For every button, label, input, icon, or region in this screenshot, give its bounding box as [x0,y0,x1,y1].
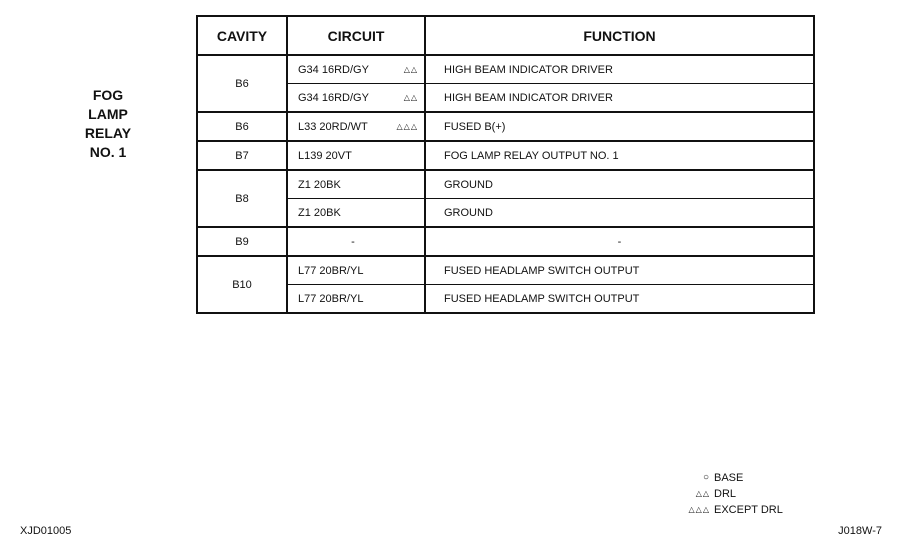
circuit-cell [287,112,425,141]
cavity-cell: B7 [197,141,287,170]
cavity-cell: B8 [197,170,287,227]
function-cell: FUSED HEADLAMP SWITCH OUTPUT [425,256,814,285]
figure-code-right: J018W-7 [838,525,882,537]
table-row [197,112,814,141]
circuit-code: L77 20BR/YL [298,292,364,305]
figure-code-left: XJD01005 [20,525,72,537]
circuit-cell [287,55,425,84]
circuit-code: G34 16RD/GY [298,63,369,76]
function-cell: GROUND [425,199,814,228]
connector-title-line: LAMP [88,106,128,122]
function-cell: GROUND [425,170,814,199]
circle-icon: ○ [702,472,710,483]
connector-title-line: FOG [92,87,124,103]
circuit-cell: - [287,227,425,256]
table-row [197,227,814,256]
table-row [197,199,814,228]
header-function: FUNCTION [425,16,814,55]
double-triangle-icon: △△ [695,489,710,498]
cavity-cell: B6 [197,112,287,141]
triple-triangle-icon: △△△ [688,505,710,514]
drl-marker-icon: △△ [403,93,418,102]
table-row [197,55,814,84]
drl-marker-icon: △△ [403,65,418,74]
header-cavity: CAVITY [197,16,287,55]
table-row [197,84,814,113]
legend-label: DRL [714,488,737,500]
function-cell: FUSED HEADLAMP SWITCH OUTPUT [425,285,814,314]
circuit-cell [287,84,425,113]
cavity-cell: B6 [197,55,287,112]
connector-title-line: RELAY [84,125,132,141]
legend-item-except-drl [680,502,783,518]
function-cell: HIGH BEAM INDICATOR DRIVER [425,84,814,113]
table-header-row [197,16,814,55]
circuit-code: L139 20VT [298,149,352,162]
circuit-code: Z1 20BK [298,178,341,191]
table-row [197,256,814,285]
circuit-cell [287,170,425,199]
function-cell: HIGH BEAM INDICATOR DRIVER [425,55,814,84]
header-circuit: CIRCUIT [287,16,425,55]
circuit-code: Z1 20BK [298,206,341,219]
table-row [197,141,814,170]
connector-title-line: NO. 1 [89,144,127,160]
circuit-cell [287,256,425,285]
circuit-cell [287,199,425,228]
legend-label: EXCEPT DRL [714,504,783,516]
legend-item-drl [680,486,783,502]
table-row [197,170,814,199]
legend-label: BASE [714,472,744,484]
table-row [197,285,814,314]
legend [680,470,783,518]
circuit-cell [287,141,425,170]
legend-item-base [680,470,783,486]
circuit-code: G34 16RD/GY [298,91,369,104]
function-cell: FUSED B(+) [425,112,814,141]
except-drl-marker-icon: △△△ [396,122,418,131]
circuit-code: L77 20BR/YL [298,264,364,277]
cavity-cell: B9 [197,227,287,256]
function-cell: FOG LAMP RELAY OUTPUT NO. 1 [425,141,814,170]
function-cell: - [425,227,814,256]
connector-title [68,86,148,162]
connector-pinout-table [196,15,815,314]
circuit-cell [287,285,425,314]
cavity-cell: B10 [197,256,287,313]
circuit-code: L33 20RD/WT [298,120,368,133]
